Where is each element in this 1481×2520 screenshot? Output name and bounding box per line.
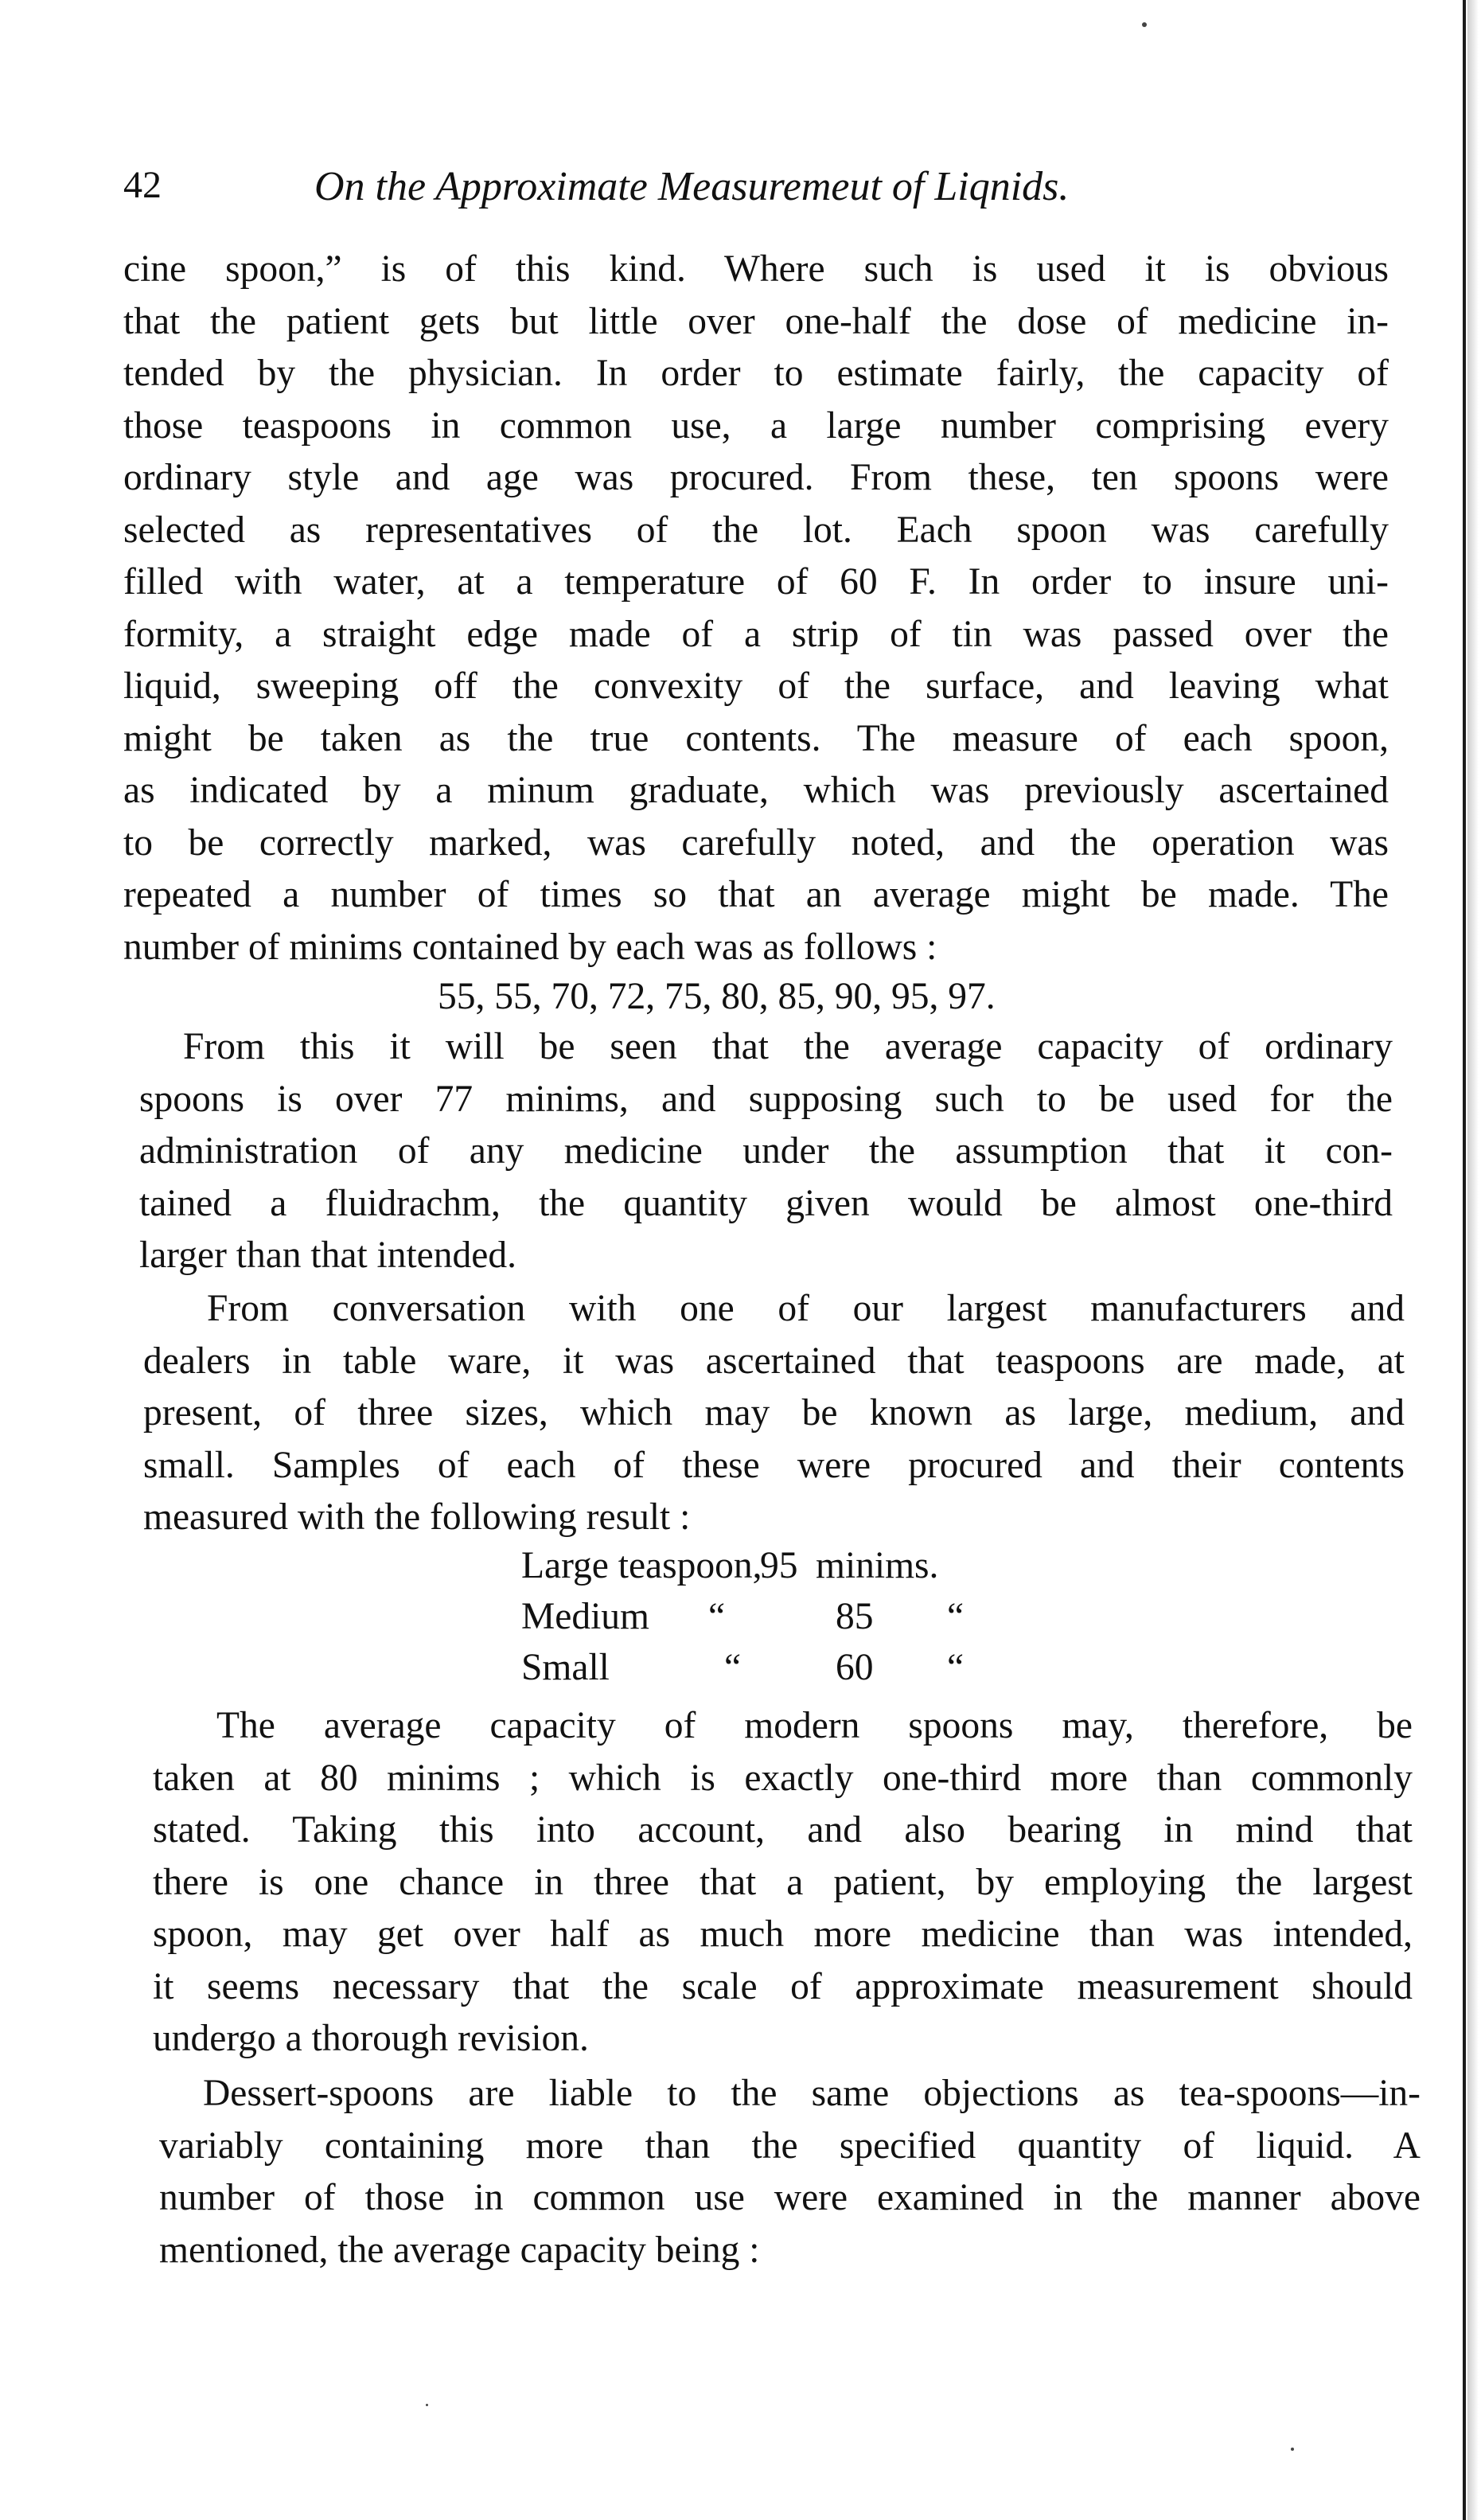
ink-speck — [1142, 22, 1147, 27]
text-line: there is one chance in three that a patient, by employing the largest — [153, 1861, 1413, 1903]
text-line: administration of any medicine under the assumption that it con- — [139, 1130, 1393, 1172]
minims-list: 55, 55, 70, 72, 75, 80, 85, 90, 95, 97. — [438, 976, 996, 1017]
text-line: number of minims contained by each was as follows : — [123, 926, 937, 968]
text-line: might be taken as the true contents. The measure of each spoon, — [123, 717, 1389, 759]
running-title: On the Approximate Measuremeut of Liqnids. — [314, 164, 1070, 209]
size-label: Small — [521, 1647, 610, 1688]
text-line: tended by the physician. In order to estimate fairly, the capacity of — [123, 353, 1389, 394]
paragraph-modern-spoons — [153, 1700, 1413, 2066]
text-line: small. Samples of each of these were procured and their contents — [143, 1444, 1405, 1486]
text-line: mentioned, the average capacity being : — [159, 2229, 760, 2271]
paragraph-conversation — [143, 1283, 1405, 1544]
text-line: Dessert-spoons are liable to the same objections as tea-spoons—in- — [203, 2073, 1421, 2114]
paragraph-dessert-spoons — [159, 2068, 1421, 2276]
text-line: variably containing more than the specified quantity of liquid. A — [159, 2124, 1421, 2167]
text-line: as indicated by a minum graduate, which was previously ascertained — [123, 770, 1389, 811]
text-line: spoons is over 77 minims, and supposing such to be used for the — [139, 1078, 1393, 1120]
size-unit: minims. — [816, 1545, 939, 1586]
text-line: dealers in table ware, it was ascertained that teaspoons are made, at — [143, 1340, 1405, 1382]
size-label: Medium — [521, 1596, 649, 1637]
ditto-mark: “ — [947, 1647, 965, 1688]
ditto-mark: “ — [708, 1596, 726, 1637]
text-line: filled with water, at a temperature of 60 F. In order to insure uni- — [123, 561, 1389, 603]
ditto-mark: “ — [947, 1596, 965, 1637]
page-edge-line — [1463, 0, 1466, 2520]
ink-speck — [1291, 2448, 1294, 2451]
text-line: stated. Taking this into account, and also bearing in mind that — [153, 1809, 1413, 1851]
text-line: to be correctly marked, was carefully noted, and the operation was — [123, 821, 1389, 864]
text-line: tained a fluidrachm, the quantity given would be almost one-third — [139, 1182, 1393, 1224]
text-line: undergo a thorough revision. — [153, 2018, 589, 2059]
size-label: Large teaspoon, — [521, 1545, 762, 1586]
text-line: those teaspoons in common use, a large number comprising every — [123, 404, 1389, 447]
text-line: measured with the following result : — [143, 1496, 691, 1538]
text-line: The average capacity of modern spoons may, therefore, be — [216, 1705, 1413, 1746]
page-header — [123, 163, 1158, 219]
size-value: 85 — [836, 1596, 874, 1637]
text-line: formity, a straight edge made of a strip of tin was passed over the — [123, 613, 1389, 655]
text-line: From this it will be seen that the average capacity of ordinary — [183, 1026, 1393, 1067]
page-number: 42 — [123, 164, 162, 206]
text-line: spoon, may get over half as much more medicine than was intended, — [153, 1913, 1413, 1955]
text-line: selected as representatives of the lot. Each spoon was carefully — [123, 509, 1389, 551]
text-line: liquid, sweeping off the convexity of the surface, and leaving what — [123, 665, 1389, 707]
text-line: repeated a number of times so that an average might be made. The — [123, 874, 1389, 915]
text-line: number of those in common use were examined in the manner above — [159, 2177, 1421, 2218]
text-line: that the patient gets but little over one-half the dose of medicine in- — [123, 300, 1389, 342]
size-value: 60 — [836, 1647, 874, 1688]
text-line: present, of three sizes, which may be known as large, medium, and — [143, 1392, 1405, 1434]
paragraph-average — [139, 1021, 1393, 1282]
text-line: ordinary style and age was procured. From these, ten spoons were — [123, 457, 1389, 498]
size-value: 95 — [760, 1545, 798, 1586]
text-line: cine spoon,” is of this kind. Where such is used it is obvious — [123, 248, 1389, 290]
ink-speck — [426, 2404, 428, 2406]
paragraph-continued — [123, 244, 1389, 973]
text-line: From conversation with one of our largest manufacturers and — [207, 1288, 1405, 1329]
text-line: taken at 80 minims ; which is exactly one-third more than commonly — [153, 1757, 1413, 1799]
page-edge-shadow — [1467, 0, 1479, 2520]
text-line: it seems necessary that the scale of approximate measurement should — [153, 1965, 1413, 2007]
ditto-mark: “ — [724, 1647, 742, 1688]
text-line: larger than that intended. — [139, 1235, 516, 1276]
